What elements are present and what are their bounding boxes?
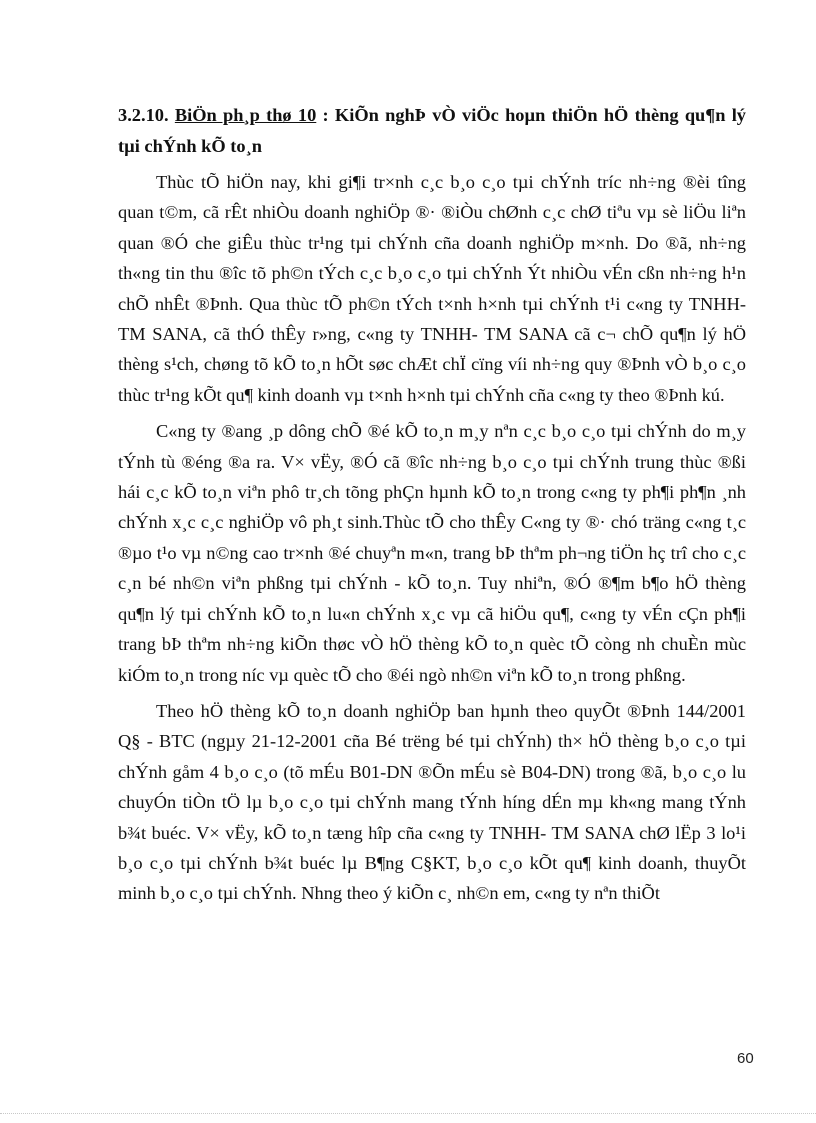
section-number: 3.2.10.: [118, 105, 169, 125]
bottom-dotted-rule: [0, 1113, 816, 1114]
page-content: [118, 100, 746, 909]
section-label: BiÖn ph¸p thø 10: [174, 105, 317, 125]
section-title: : KiÕn nghÞ vÒ viÖc hoµn thiÖn hÖ thèng qu¶n lý tµi chÝnh kÕ to¸n: [118, 105, 746, 156]
section-heading: [118, 100, 746, 161]
paragraph-2: C«ng ty ®ang ¸p dông chÕ ®é kÕ to¸n m¸y nªn c¸c b¸o c¸o tµi chÝnh do m¸y tÝnh tù ®éng ®a ra. V× vËy, ®Ó cã ®îc nh÷ng b¸o c¸o tµi chÝnh trung thùc ®ßi hái c¸c kÕ to¸n viªn phô tr¸ch tõng phÇn hµnh kÕ to¸n trong c«ng ty ph¶i ph¶n ¸nh chÝnh x¸c c¸c nghiÖp vô ph¸t sinh.Thùc tÕ cho thÊy C«ng ty ®· chó träng c«ng t¸c ®µo t¹o vµ n©ng cao tr×nh ®é chuyªn m«n, trang bÞ thªm ph¬ng tiÖn hç trî cho c¸c c¸n bé nh©n viªn phßng tµi chÝnh - kÕ to¸n. Tuy nhiªn, ®Ó ®¶m b¶o hÖ thèng qu¶n lý tµi chÝnh kÕ to¸n lu«n chÝnh x¸c vµ cã hiÖu qu¶, c«ng ty vÉn cÇn ph¶i trang bÞ thªm nh÷ng kiÕn thøc vÒ hÖ thèng kÕ to¸n quèc tÕ còng nh chuÈn mùc kiÓm to¸n trong níc vµ quèc tÕ cho ®éi ngò nh©n viªn kÕ to¸n trong phßng.: [118, 421, 746, 685]
page-number: 60: [737, 1050, 754, 1067]
paragraph-1: Thùc tÕ hiÖn nay, khi gi¶i tr×nh c¸c b¸o c¸o tµi chÝnh tríc nh÷ng ®èi tîng quan t©m, cã rÊt nhiÒu doanh nghiÖp ®· ®iÒu chØnh c¸c chØ tiªu vµ sè liÖu liªn quan ®Ó che giÊu thùc tr¹ng tµi chÝnh cña doanh nghiÖp m×nh. Do ®ã, nh÷ng th«ng tin thu ®îc tõ ph©n tÝch c¸c b¸o c¸o tµi chÝnh Ýt nhiÒu vÉn cßn nh÷ng h¹n chÕ nhÊt ®Þnh. Qua thùc tÕ ph©n tÝch t×nh h×nh tµi chÝnh t¹i c«ng ty TNHH- TM SANA, cã thÓ thÊy r»ng, c«ng ty TNHH- TM SANA cã c¬ chÕ qu¶n lý hÖ thèng s¹ch, chøng tõ kÕ to¸n hÕt søc chÆt chÏ cïng víi nh÷ng quy ®Þnh vÒ b¸o c¸o thùc tr¹ng kÕt qu¶ kinh doanh vµ t×nh h×nh tµi chÝnh cña c«ng ty theo ®Þnh kú.: [118, 172, 746, 405]
paragraph-3: Theo hÖ thèng kÕ to¸n doanh nghiÖp ban hµnh theo quyÕt ®Þnh 144/2001 Q§ - BTC (ngµy 21-12-2001 cña Bé trëng bé tµi chÝnh) th× hÖ thèng b¸o c¸o tµi chÝnh gåm 4 b¸o c¸o (tõ mÉu B01-DN ®Õn mÉu sè B04-DN) trong ®ã, b¸o c¸o lu chuyÓn tiÒn tÖ lµ b¸o c¸o tµi chÝnh mang tÝnh híng dÉn mµ kh«ng mang tÝnh b¾t buéc. V× vËy, kÕ to¸n tæng hîp cña c«ng ty TNHH- TM SANA chØ lËp 3 lo¹i b¸o c¸o tµi chÝnh b¾t buéc lµ B¶ng C§KT, b¸o c¸o kÕt qu¶ kinh doanh, thuyÕt minh b¸o c¸o tµi chÝnh. Nhng theo ý kiÕn c¸ nh©n em, c«ng ty nªn thiÕt: [118, 700, 746, 904]
